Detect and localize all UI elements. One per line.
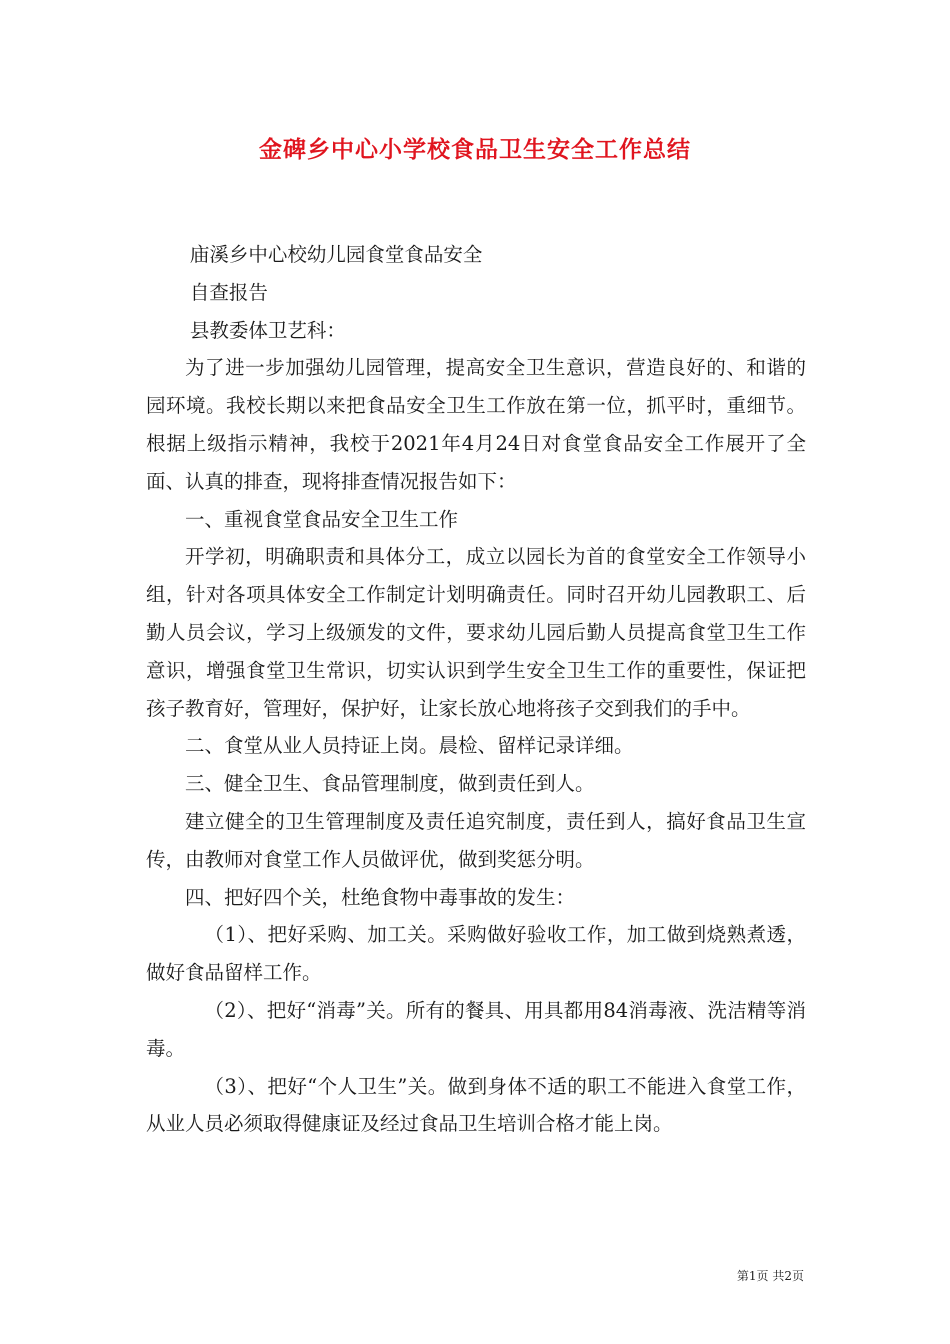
paragraph-intro: 为了进一步加强幼儿园管理，提高安全卫生意识，营造良好的、和谐的园环境。我校长期以来把食品安全卫生工作放在第一位，抓平时，重细节。根据上级指示精神，我校于2021年4月24日对食堂食品安全工作展开了全面、认真的排查，现将排查情况报告如下：	[146, 356, 806, 493]
paragraph-section-3: 三、健全卫生、食品管理制度，做到责任到人。	[185, 772, 595, 796]
paragraph-item-1: （1）、把好采购、加工关。采购做好验收工作，加工做到烧熟煮透，做好食品留样工作。	[146, 923, 806, 985]
paragraph-report-title: 自查报告	[189, 280, 268, 304]
paragraph-section-2: 二、食堂从业人员持证上岗。晨检、留样记录详细。	[185, 734, 634, 758]
paragraph-section-1: 一、重视食堂食品安全卫生工作	[185, 507, 459, 531]
paragraph-section-3-body: 建立健全的卫生管理制度及责任追究制度，责任到人，搞好食品卫生宣传，由教师对食堂工作人员做评优，做到奖惩分明。	[146, 809, 806, 871]
paragraph-item-2: （2）、把好“消毒”关。所有的餐具、用具都用84消毒液、洗洁精等消毒。	[146, 998, 806, 1060]
paragraph-section-4: 四、把好四个关，杜绝食物中毒事故的发生：	[185, 885, 576, 909]
document-title: 金碑乡中心小学校食品卫生安全工作总结	[259, 136, 691, 163]
paragraph-addressee: 县教委体卫艺科：	[189, 318, 346, 342]
paragraph-heading-line: 庙溪乡中心校幼儿园食堂食品安全	[189, 243, 483, 266]
paragraph-item-3: （3）、把好“个人卫生”关。做到身体不适的职工不能进入食堂工作，从业人员必须取得健康证及经过食品卫生培训合格才能上岗。	[146, 1074, 806, 1136]
page-number: 第1页 共2页	[736, 1269, 804, 1283]
paragraph-section-1-body: 开学初，明确职责和具体分工，成立以园长为首的食堂安全工作领导小组，针对各项具体安全工作制定计划明确责任。同时召开幼儿园教职工、后勤人员会议，学习上级颁发的文件，要求幼儿园后勤人员提高食堂卫生工作意识，增强食堂卫生常识，切实认识到学生安全卫生工作的重要性，保证把孩子教育好，管理好，保护好，让家长放心地将孩子交到我们的手中。	[146, 545, 806, 720]
document-body	[146, 236, 806, 1143]
